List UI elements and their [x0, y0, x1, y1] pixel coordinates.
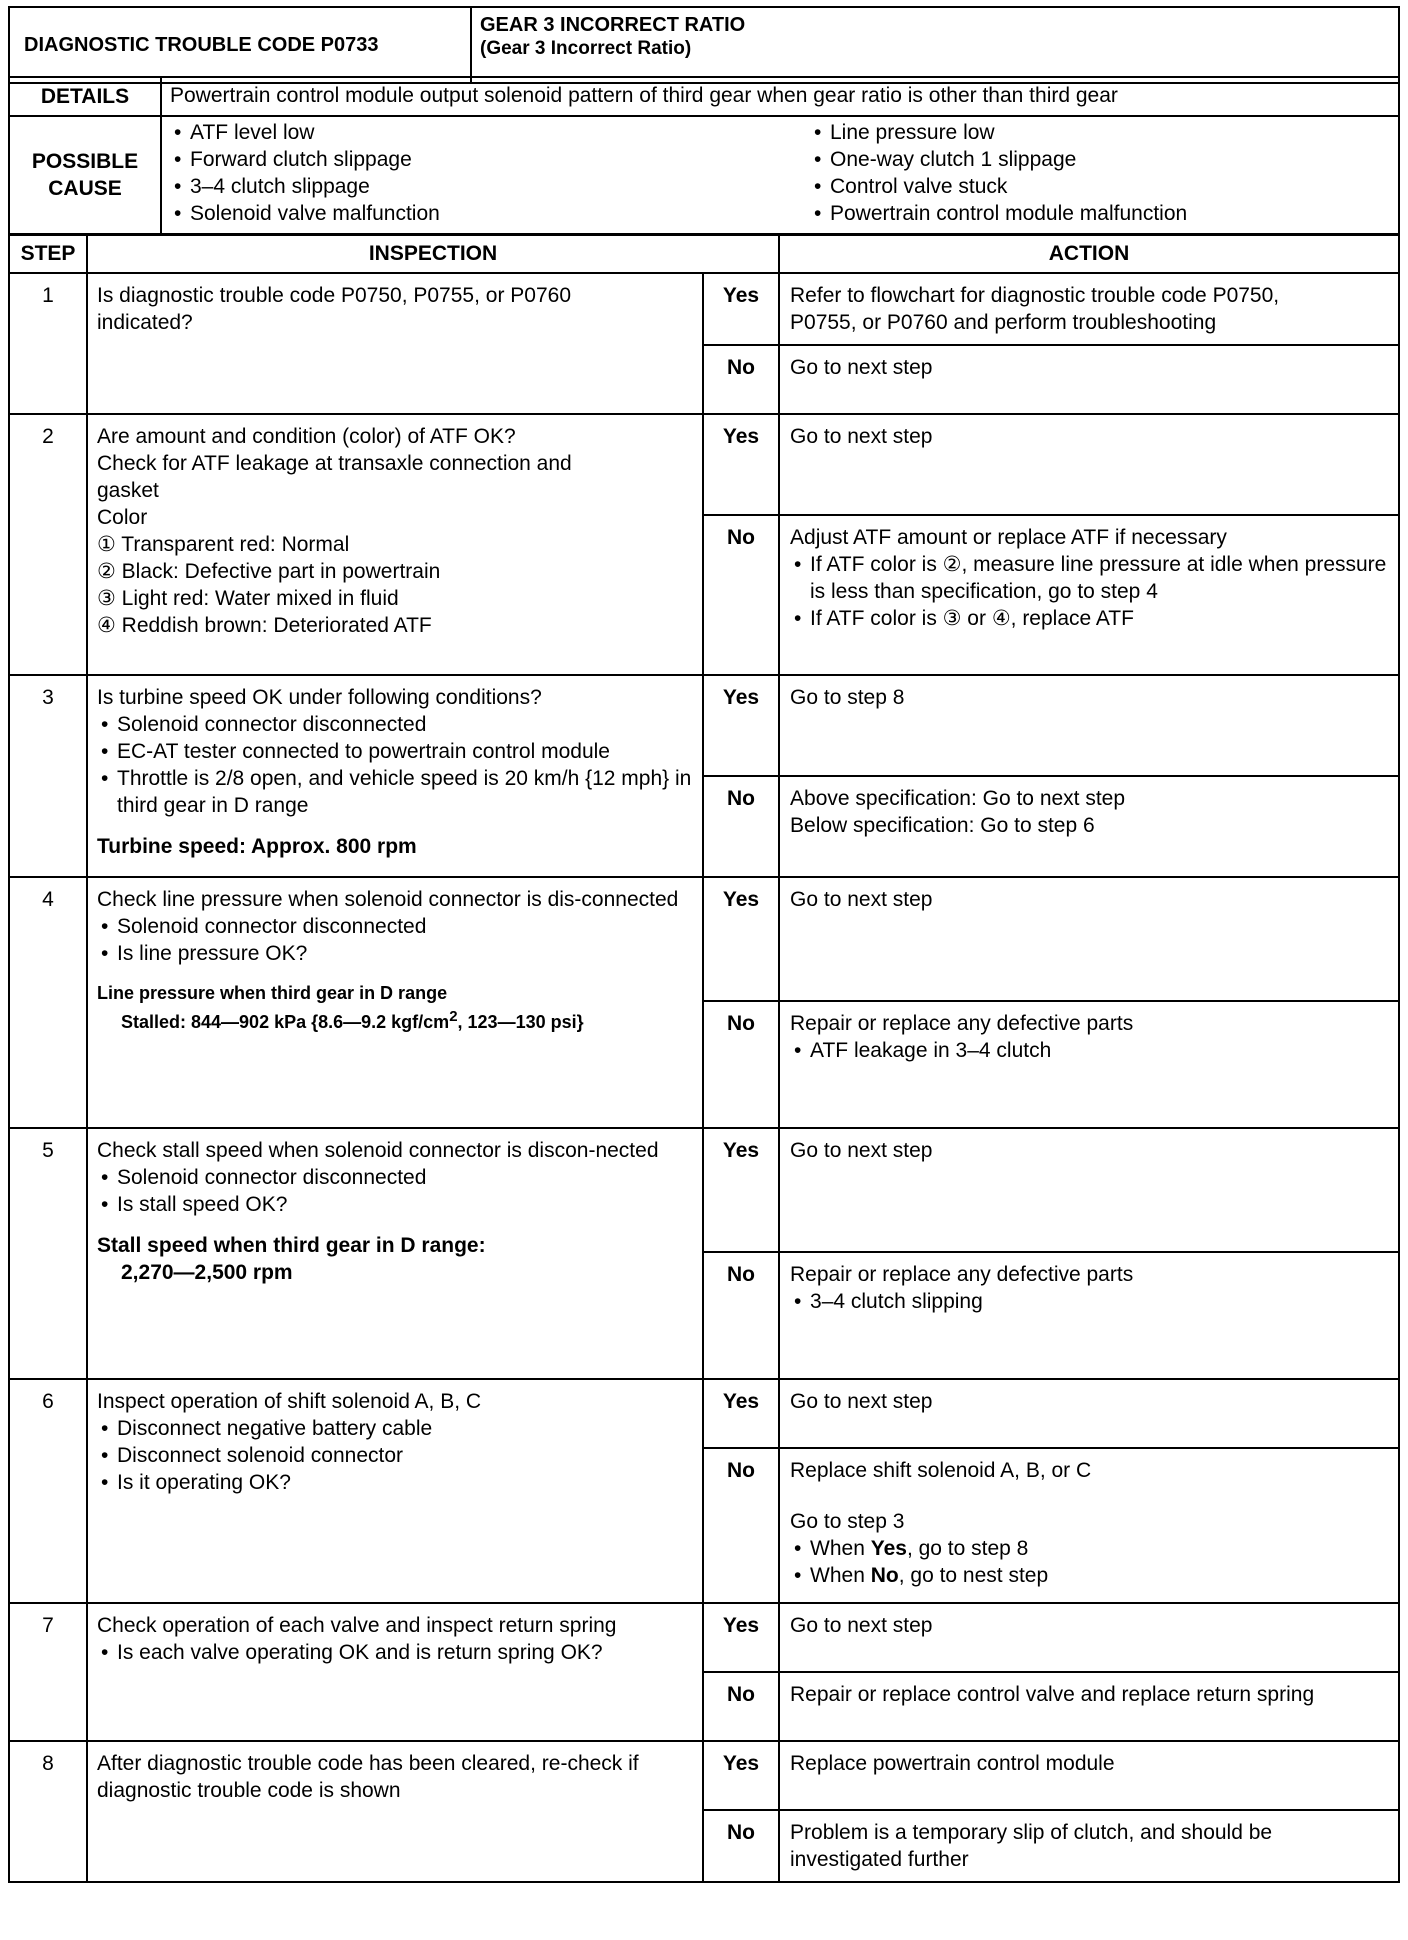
inspection-line: Check for ATF leakage at transaxle connection and	[97, 452, 572, 475]
table-row	[9, 675, 1399, 776]
action-bullets	[790, 551, 1388, 632]
dtc-title: GEAR 3 INCORRECT RATIO	[480, 14, 746, 36]
no-label: No	[703, 1672, 779, 1741]
step-inspection	[87, 1128, 703, 1379]
step-inspection	[87, 675, 703, 877]
no-action	[779, 1252, 1399, 1379]
yes-label: Yes	[703, 1603, 779, 1672]
list-item	[790, 1535, 1388, 1562]
inspection-bullets	[97, 1415, 694, 1496]
list-item	[790, 1562, 1388, 1589]
list-item: • Is it operating OK?	[97, 1469, 694, 1496]
yes-label: Yes	[703, 1379, 779, 1448]
possible-cause-label-line2: CAUSE	[48, 177, 122, 200]
step-inspection	[87, 1379, 703, 1603]
list-item: • EC-AT tester connected to powertrain control module	[97, 738, 694, 765]
spec-superscript: 2	[449, 1008, 458, 1025]
step-number: 3	[9, 675, 87, 877]
spec-part: , 123—130 psi}	[457, 1012, 584, 1032]
no-action	[779, 776, 1399, 877]
table-row	[9, 877, 1399, 1001]
inspection-line: ③ Light red: Water mixed in fluid	[97, 587, 399, 610]
no-label: No	[703, 1001, 779, 1128]
action-line: Go to step 3	[790, 1510, 905, 1533]
list-item: • ATF level low	[170, 119, 810, 146]
yes-action: Go to next step	[779, 1379, 1399, 1448]
header-table	[8, 6, 1400, 84]
possible-cause-list	[161, 116, 1399, 234]
list-item: • 3–4 clutch slippage	[170, 173, 810, 200]
action-line: Below specification: Go to step 6	[790, 814, 1095, 837]
action-line: Refer to flowchart for diagnostic trouble code P0750,	[790, 284, 1280, 307]
action-line: Replace shift solenoid A, B, or C	[790, 1459, 1092, 1482]
inspection-line: Check operation of each valve and inspect return spring	[97, 1614, 617, 1637]
no-action: Repair or replace control valve and replace return spring	[779, 1672, 1399, 1741]
list-item: • If ATF color is ②, measure line pressure at idle when pressure is less than specification, go to step 4	[790, 551, 1388, 605]
yes-label: Yes	[703, 1128, 779, 1252]
list-item: • Powertrain control module malfunction	[810, 200, 1390, 227]
list-item: • 3–4 clutch slipping	[790, 1288, 1388, 1315]
list-item: • Line pressure low	[810, 119, 1390, 146]
yes-action: Go to next step	[779, 1128, 1399, 1252]
no-label: No	[703, 776, 779, 877]
inspection-bullets	[97, 1639, 694, 1666]
table-row	[9, 1128, 1399, 1252]
inspection-line: Are amount and condition (color) of ATF OK?	[97, 425, 516, 448]
table-row	[9, 1741, 1399, 1810]
column-header-step: STEP	[9, 235, 87, 273]
yes-label: Yes	[703, 877, 779, 1001]
when-yes-word: Yes	[870, 1537, 907, 1560]
list-item: • Solenoid connector disconnected	[97, 1164, 694, 1191]
yes-action: Go to next step	[779, 1603, 1399, 1672]
when-no-word: No	[870, 1564, 899, 1587]
action-line: P0755, or P0760 and perform troubleshooting	[790, 311, 1217, 334]
inspection-line: ① Transparent red: Normal	[97, 533, 350, 556]
yes-action: Go to step 8	[779, 675, 1399, 776]
column-header-inspection: INSPECTION	[87, 235, 779, 273]
step-inspection	[87, 273, 703, 414]
no-label: No	[703, 1448, 779, 1603]
info-table	[8, 76, 1400, 235]
yes-label: Yes	[703, 414, 779, 515]
no-action	[779, 515, 1399, 675]
no-action	[779, 1448, 1399, 1603]
step-number: 8	[9, 1741, 87, 1882]
inspection-line: indicated?	[97, 311, 193, 334]
action-bullets	[790, 1535, 1388, 1589]
step-number: 1	[9, 273, 87, 414]
table-row	[9, 414, 1399, 515]
no-label: No	[703, 1810, 779, 1882]
possible-cause-label-line1: POSSIBLE	[31, 150, 139, 173]
list-item: • Solenoid connector disconnected	[97, 711, 694, 738]
no-label: No	[703, 1252, 779, 1379]
list-item: • Throttle is 2/8 open, and vehicle speed is 20 km/h {12 mph} in third gear in D range	[97, 765, 694, 819]
inspection-line: Is diagnostic trouble code P0750, P0755, or P0760	[97, 284, 571, 307]
no-action: Problem is a temporary slip of clutch, and should be investigated further	[779, 1810, 1399, 1882]
dtc-title-cell	[471, 7, 1399, 83]
table-row	[9, 1379, 1399, 1448]
action-line: Adjust ATF amount or replace ATF if necessary	[790, 526, 1227, 549]
when-yes-tail: , go to step 8	[906, 1537, 1029, 1560]
step-number: 5	[9, 1128, 87, 1379]
spec-line: Line pressure when third gear in D range	[97, 983, 448, 1003]
yes-action: Replace powertrain control module	[779, 1741, 1399, 1810]
list-item: • Disconnect solenoid connector	[97, 1442, 694, 1469]
inspection-line: Check stall speed when solenoid connector is discon-nected	[97, 1139, 659, 1162]
details-label: DETAILS	[9, 77, 161, 116]
list-item: • One-way clutch 1 slippage	[810, 146, 1390, 173]
action-line: Above specification: Go to next step	[790, 787, 1126, 810]
list-item: • Is stall speed OK?	[97, 1191, 694, 1218]
inspection-line: Inspect operation of shift solenoid A, B, C	[97, 1390, 482, 1413]
dtc-code-label: DIAGNOSTIC TROUBLE CODE P0733	[9, 7, 471, 83]
table-row	[9, 1603, 1399, 1672]
inspection-line: ② Black: Defective part in powertrain	[97, 560, 441, 583]
when-prefix: When	[810, 1564, 865, 1587]
no-label: No	[703, 345, 779, 414]
step-number: 2	[9, 414, 87, 675]
details-text: Powertrain control module output solenoid pattern of third gear when gear ratio is other than third gear	[161, 77, 1399, 116]
list-item: • Forward clutch slippage	[170, 146, 810, 173]
list-item: • Is each valve operating OK and is return spring OK?	[97, 1639, 694, 1666]
spec-text	[97, 981, 694, 1034]
spec-line	[97, 1005, 694, 1034]
action-line: Repair or replace any defective parts	[790, 1012, 1134, 1035]
inspection-line: Check line pressure when solenoid connector is dis-connected	[97, 888, 679, 911]
step-inspection	[87, 877, 703, 1128]
inspection-bullets	[97, 913, 694, 967]
inspection-bullets	[97, 1164, 694, 1218]
action-bullets	[790, 1288, 1388, 1315]
spec-text: Turbine speed: Approx. 800 rpm	[97, 835, 417, 858]
table-row	[9, 273, 1399, 345]
yes-label: Yes	[703, 273, 779, 345]
cause-list-right	[810, 119, 1390, 227]
list-item: • Solenoid valve malfunction	[170, 200, 810, 227]
step-number: 6	[9, 1379, 87, 1603]
inspection-line: gasket	[97, 479, 159, 502]
inspection-line: Is turbine speed OK under following conditions?	[97, 686, 542, 709]
step-inspection	[87, 414, 703, 675]
when-prefix: When	[810, 1537, 865, 1560]
step-number: 7	[9, 1603, 87, 1741]
list-item: • If ATF color is ③ or ④, replace ATF	[790, 605, 1388, 632]
spec-line: Stall speed when third gear in D range:	[97, 1234, 486, 1257]
no-action	[779, 1001, 1399, 1128]
when-no-tail: , go to nest step	[898, 1564, 1049, 1587]
yes-label: Yes	[703, 675, 779, 776]
action-line: Repair or replace any defective parts	[790, 1263, 1134, 1286]
inspection-line: Color	[97, 506, 148, 529]
no-label: No	[703, 515, 779, 675]
spec-part: Stalled: 844—902 kPa {8.6—9.2 kgf/cm	[121, 1012, 450, 1032]
yes-action: Go to next step	[779, 877, 1399, 1001]
cause-list-left	[170, 119, 810, 227]
step-number: 4	[9, 877, 87, 1128]
column-header-action: ACTION	[779, 235, 1399, 273]
inspection-line: ④ Reddish brown: Deteriorated ATF	[97, 614, 432, 637]
possible-cause-label	[9, 116, 161, 234]
step-inspection: After diagnostic trouble code has been cleared, re-check if diagnostic trouble code is shown	[87, 1741, 703, 1882]
list-item: • ATF leakage in 3–4 clutch	[790, 1037, 1388, 1064]
list-item: • Control valve stuck	[810, 173, 1390, 200]
no-action: Go to next step	[779, 345, 1399, 414]
list-item: • Solenoid connector disconnected	[97, 913, 694, 940]
list-item: • Is line pressure OK?	[97, 940, 694, 967]
spec-line: 2,270—2,500 rpm	[121, 1261, 293, 1284]
yes-action: Go to next step	[779, 414, 1399, 515]
list-item: • Disconnect negative battery cable	[97, 1415, 694, 1442]
spec-text	[97, 1232, 694, 1286]
dtc-subtitle: (Gear 3 Incorrect Ratio)	[480, 38, 692, 59]
step-inspection	[87, 1603, 703, 1741]
yes-action	[779, 273, 1399, 345]
inspection-bullets	[97, 711, 694, 819]
yes-label: Yes	[703, 1741, 779, 1810]
step-table	[8, 234, 1400, 1883]
action-bullets	[790, 1037, 1388, 1064]
